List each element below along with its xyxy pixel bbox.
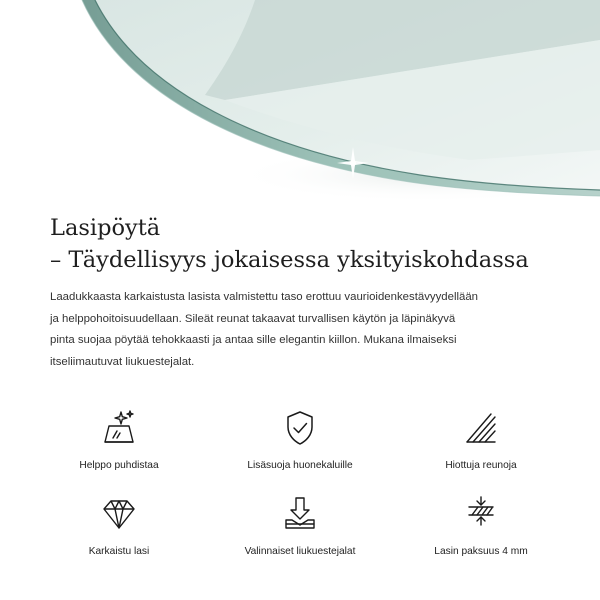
page-title bbox=[50, 212, 570, 276]
feature-label: Lisäsuoja huonekaluille bbox=[247, 460, 353, 471]
feature-grid bbox=[0, 408, 600, 558]
feature-easy-clean bbox=[34, 408, 204, 480]
sparkle-surface-icon bbox=[99, 408, 139, 448]
feature-non-slip-feet bbox=[215, 494, 385, 566]
feature-ground-edges bbox=[396, 408, 566, 480]
title-line-1: Lasipöytä bbox=[50, 215, 161, 241]
feature-tempered-glass bbox=[34, 494, 204, 566]
diamond-icon bbox=[99, 494, 139, 534]
feature-label: Karkaistu lasi bbox=[88, 546, 150, 557]
glass-table-image bbox=[0, 0, 600, 210]
non-slip-feet-icon bbox=[280, 494, 320, 534]
feature-extra-protection bbox=[215, 408, 385, 480]
description-line: itseliimautuvat liukuestejalat. bbox=[50, 355, 195, 368]
feature-label: Valinnaiset liukuestejalat bbox=[244, 546, 356, 557]
description-line: ja helppohoitoisuudellaan. Sileät reunat takaavat turvallisen käytön ja läpinäkyvä bbox=[50, 312, 456, 325]
thickness-icon bbox=[461, 494, 501, 534]
product-description bbox=[50, 287, 560, 373]
shield-check-icon bbox=[280, 408, 320, 448]
feature-glass-thickness bbox=[396, 494, 566, 566]
description-line: pinta suojaa pöytää tehokkaasti ja antaa sille elegantin kiillon. Mukana ilmaiseksi bbox=[50, 334, 457, 346]
feature-label: Helppo puhdistaa bbox=[79, 460, 159, 471]
feature-label: Lasin paksuus 4 mm bbox=[434, 546, 528, 557]
title-line-2: – Täydellisyys jokaisessa yksityiskohdassa bbox=[50, 247, 529, 273]
feature-label: Hiottuja reunoja bbox=[445, 460, 517, 471]
description-line: Laadukkaasta karkaistusta lasista valmistettu taso erottuu vaurioidenkestävyydellään bbox=[50, 291, 479, 303]
beveled-edge-icon bbox=[461, 408, 501, 448]
